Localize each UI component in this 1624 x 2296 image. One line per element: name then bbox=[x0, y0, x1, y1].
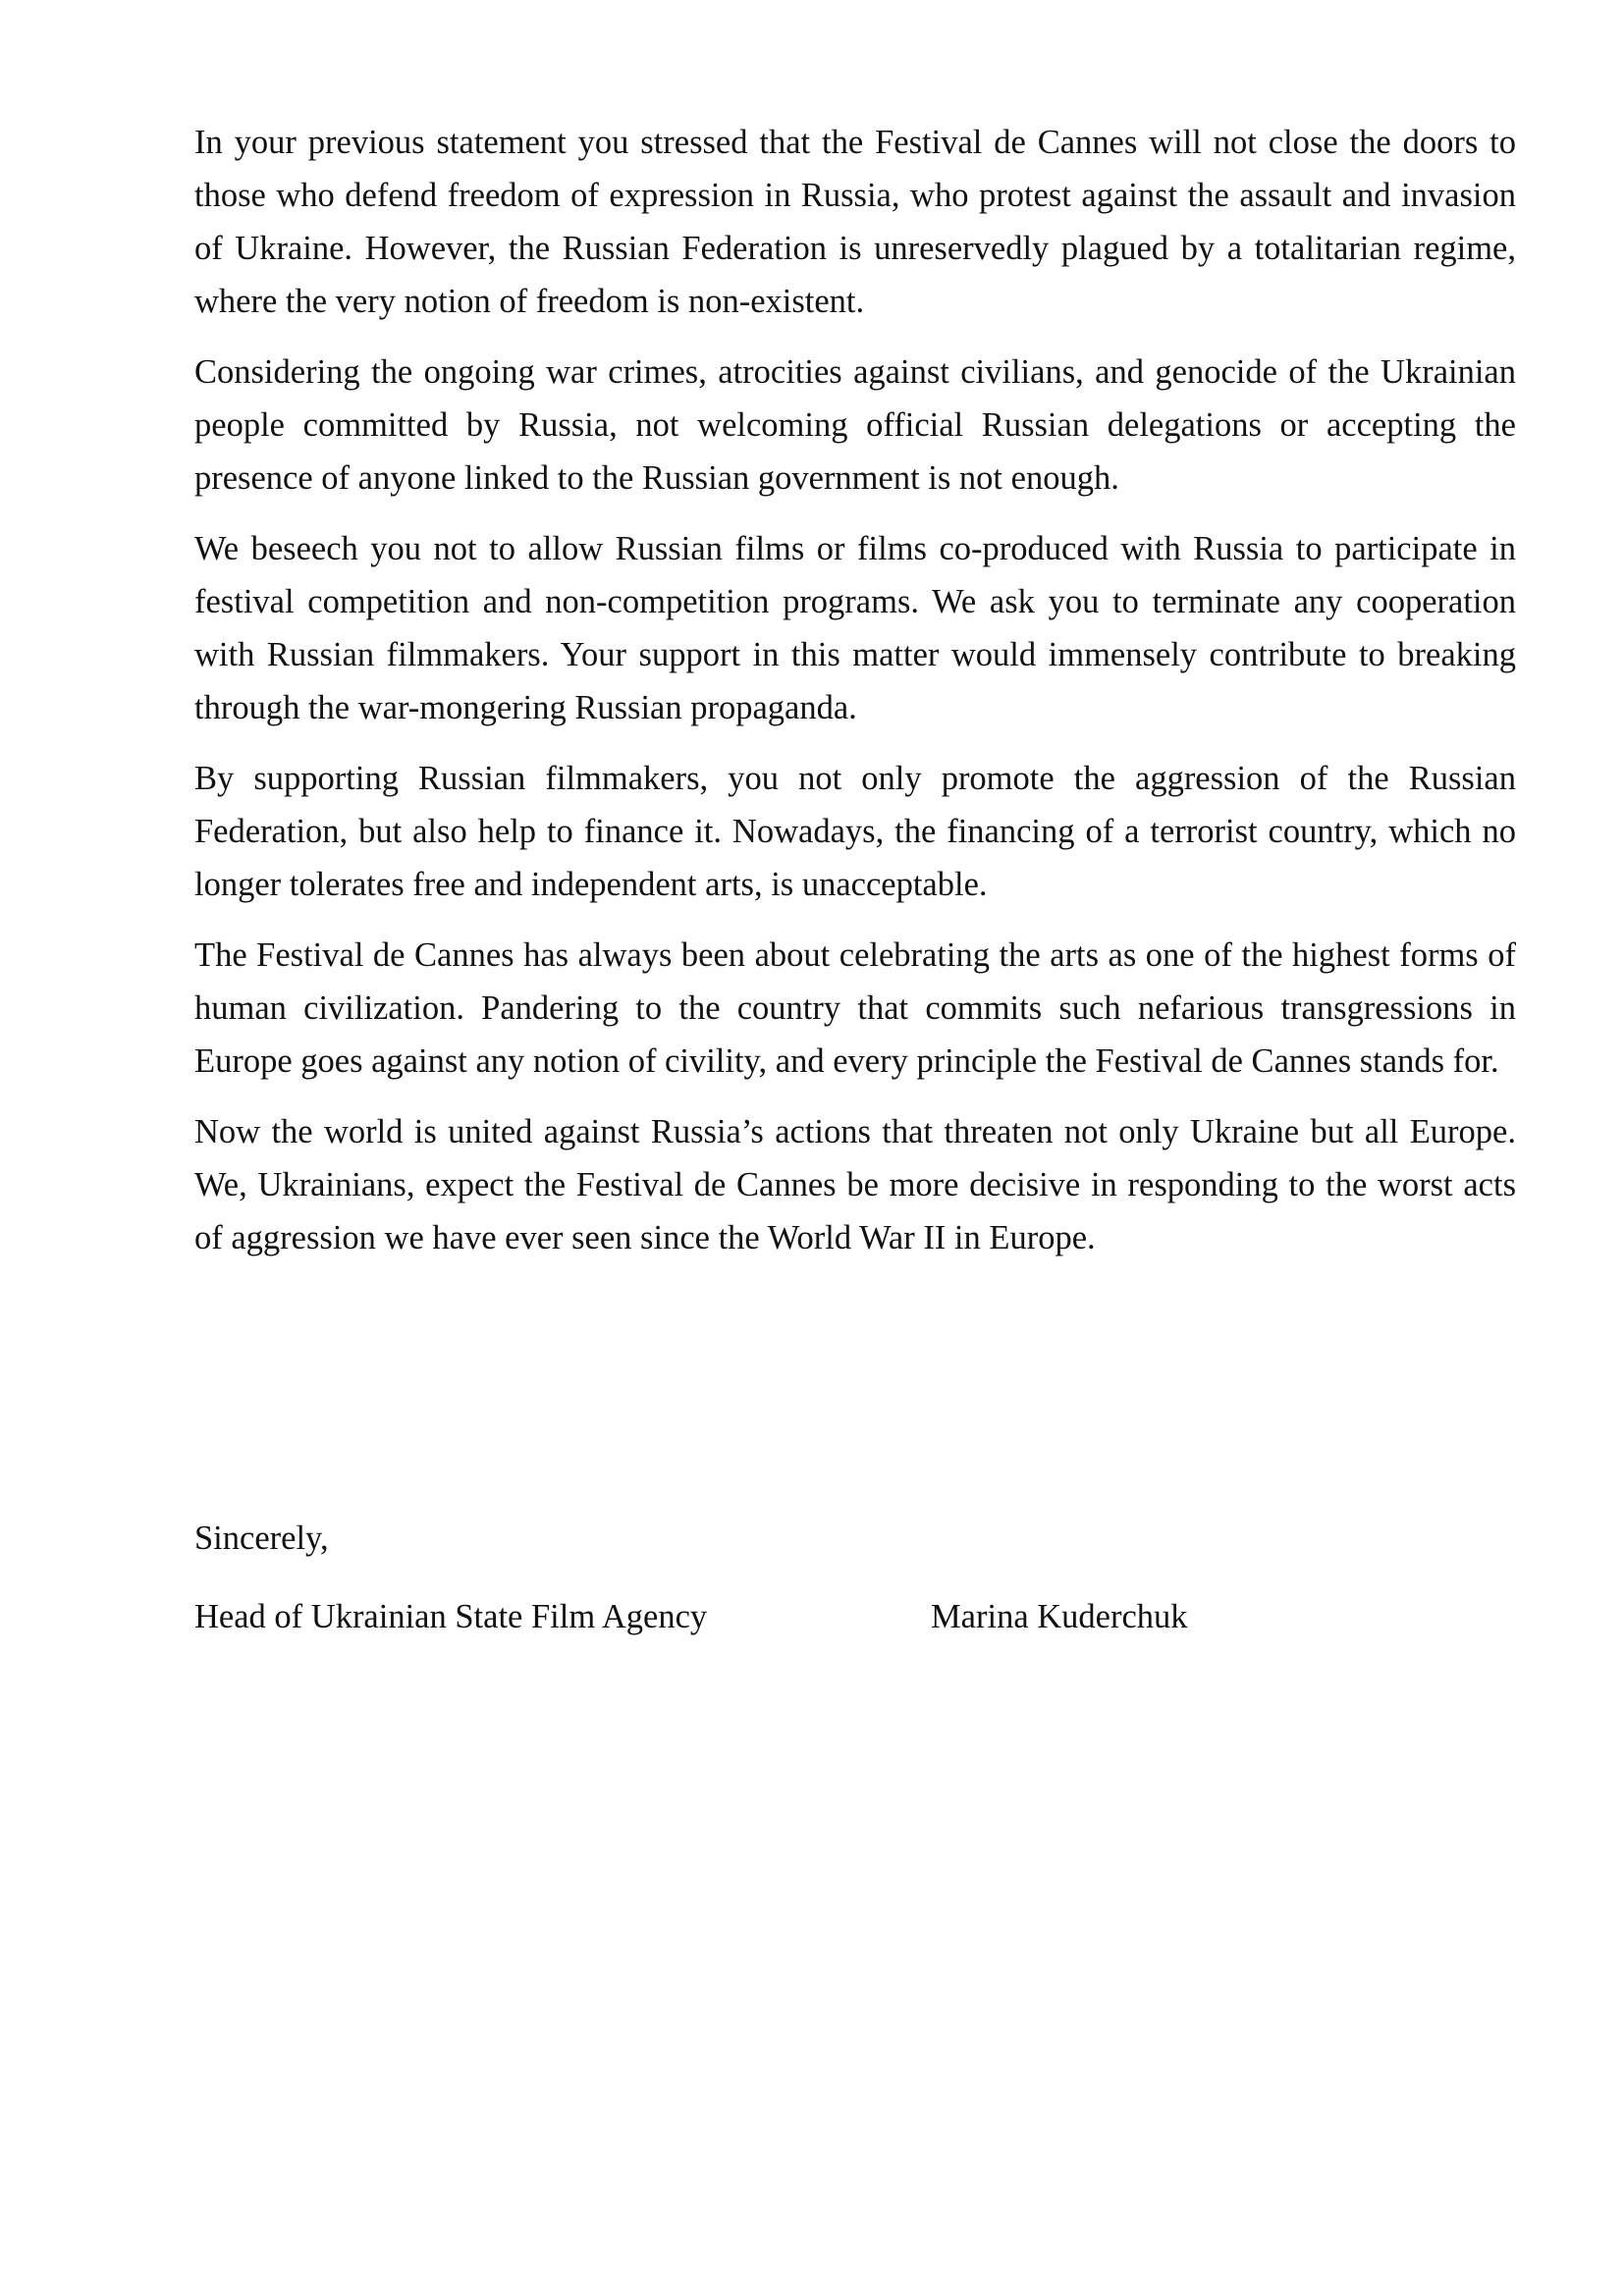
paragraph-2: Considering the ongoing war crimes, atrocities against civilians, and genocide of the Ukrainian people committed by Russia, not welcoming official Russian delegations or accepting the presence of anyone linked to the Russian government is not enough. bbox=[194, 353, 1516, 497]
paragraph-5: The Festival de Cannes has always been about celebrating the arts as one of the highest forms of human civilization. Pandering to the country that commits such nefarious transgressions in Europe goes against any notion of civility, and every principle the Festival de Cannes stands for. bbox=[194, 936, 1516, 1080]
paragraph-4: By supporting Russian filmmakers, you not only promote the aggression of the Russian Federation, but also help to finance it. Nowadays, the financing of a terrorist country, which no longer tolerates free and independent arts, is unacceptable. bbox=[194, 760, 1516, 903]
closing-salutation: Sincerely, bbox=[194, 1520, 329, 1557]
paragraph-3: We beseech you not to allow Russian films or films co-produced with Russia to participate in festival competition and non-competition programs. We ask you to terminate any cooperation with Russian filmmakers. Your support in this matter would immensely contribute to breaking through the war-mongering Russian propaganda. bbox=[194, 530, 1516, 726]
signatory-title: Head of Ukrainian State Film Agency bbox=[194, 1598, 708, 1635]
signature-block bbox=[194, 1590, 1274, 1649]
paragraph-1: In your previous statement you stressed that the Festival de Cannes will not close the doors to those who defend freedom of expression in Russia, who protest against the assault and invasion of Ukraine. However, the Russian Federation is unreservedly plagued by a totalitarian regime, where the very notion of freedom is non-existent. bbox=[194, 124, 1516, 320]
signatory-name: Marina Kuderchuk bbox=[931, 1598, 1188, 1635]
letter-body bbox=[194, 116, 1516, 1282]
paragraph-6: Now the world is united against Russia’s actions that threaten not only Ukraine but all Europe. We, Ukrainians, expect the Festival de Cannes be more decisive in responding to the worst acts of aggression we have ever seen since the World War II in Europe. bbox=[194, 1113, 1516, 1256]
